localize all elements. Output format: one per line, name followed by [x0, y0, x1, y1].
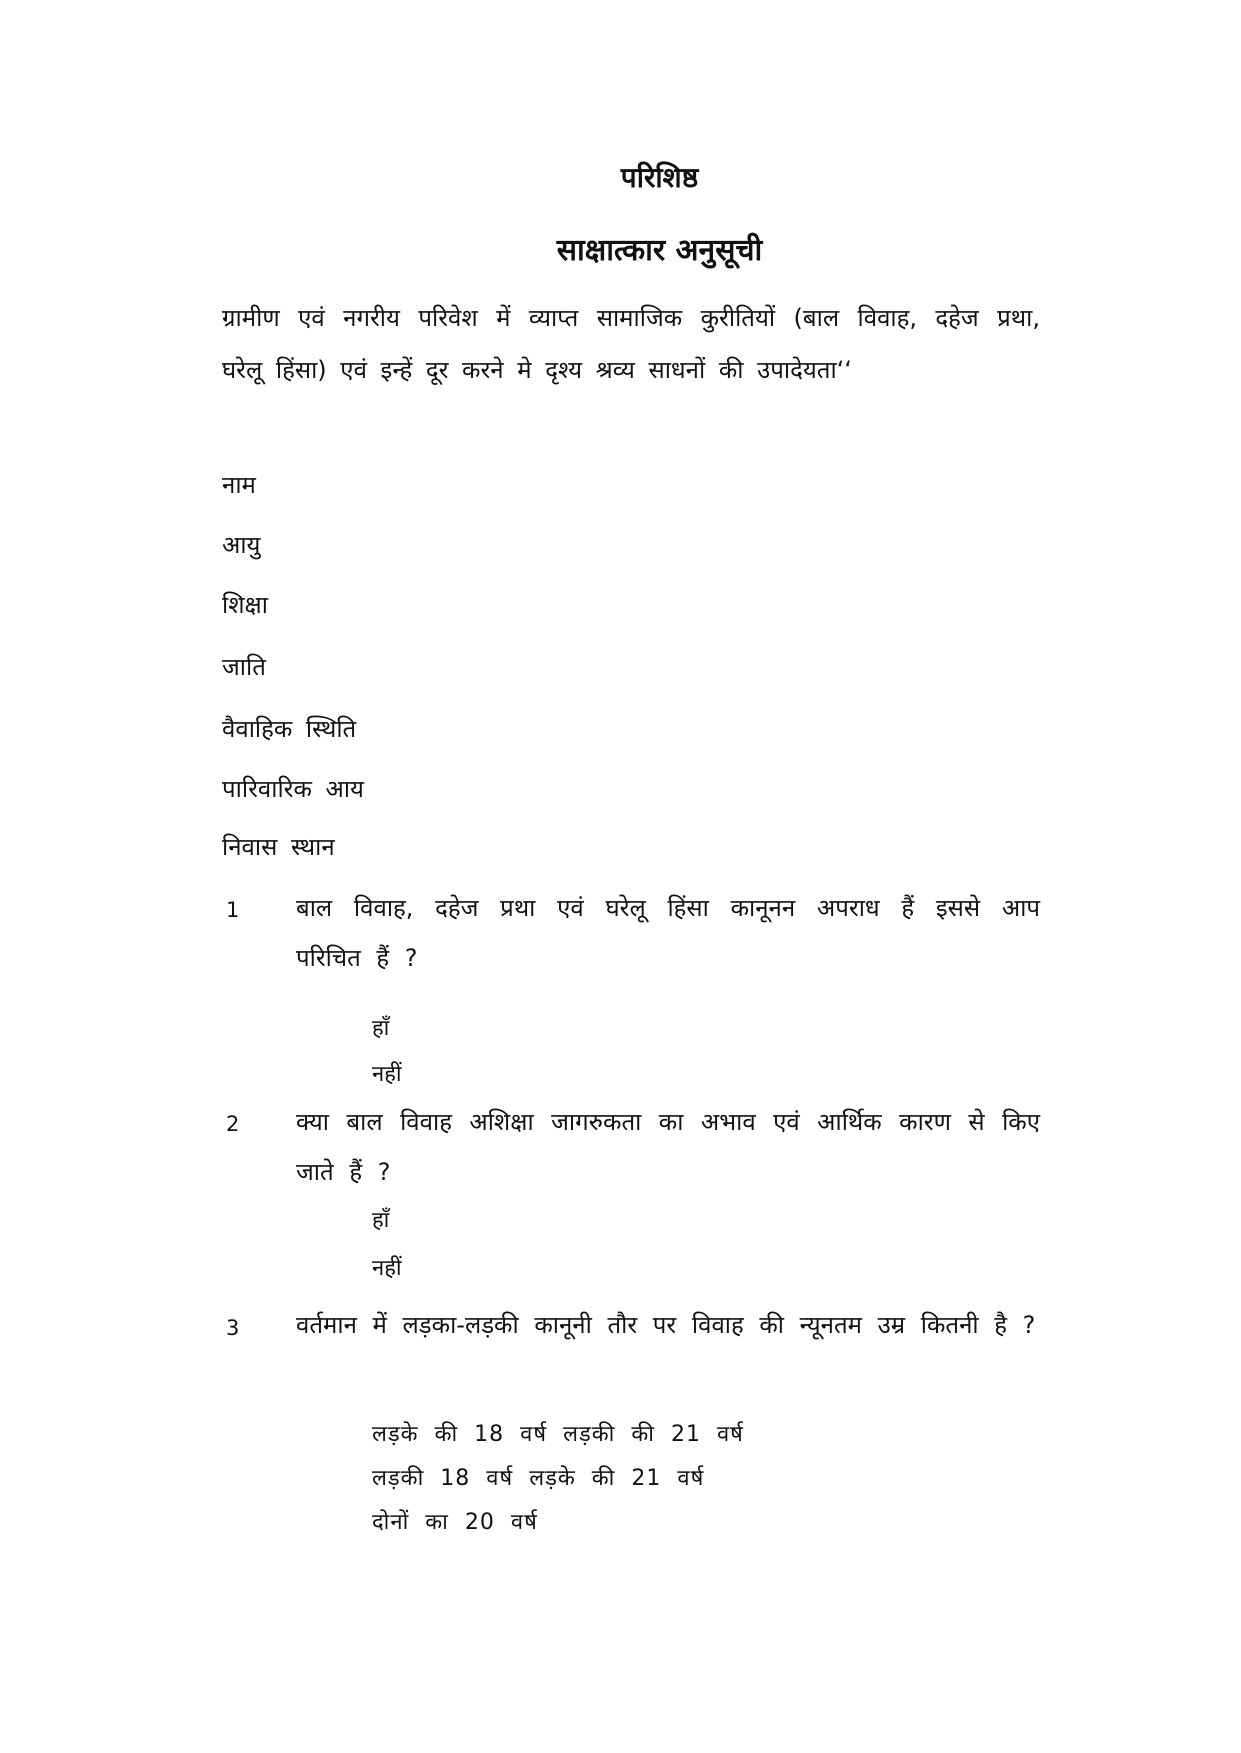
intro-paragraph: ग्रामीण एवं नगरीय परिवेश में व्याप्त सामाजिक कुरीतियों (बाल विवाह, दहेज प्रथा, घरेलू हिंसा) एवं इन्हें दूर करने मे दृश्य श्रव्य साधनों की उपादेयता‘‘: [222, 304, 1040, 384]
field-residence: निवास स्थान: [222, 833, 335, 861]
field-name: नाम: [222, 471, 256, 499]
field-education: शिक्षा: [222, 591, 268, 619]
question-number: 3: [226, 1316, 240, 1340]
question-text: क्या बाल विवाह अशिक्षा जागरुकता का अभाव एवं आर्थिक कारण से किए जाते हैं ?: [296, 1108, 1040, 1186]
field-age: आयु: [222, 531, 261, 559]
question-number: 1: [226, 898, 240, 922]
answer-option: लड़के की 18 वर्ष लड़की की 21 वर्ष: [372, 1422, 744, 1447]
question-text: बाल विवाह, दहेज प्रथा एवं घरेलू हिंसा कानूनन अपराध हैं इससे आप परिचित हैं ?: [296, 894, 1040, 972]
question-text: वर्तमान में लड़का-लड़की कानूनी तौर पर विवाह की न्यूनतम उम्र कितनी है ?: [296, 1311, 1036, 1339]
field-caste: जाति: [222, 653, 266, 681]
question-number: 2: [226, 1112, 240, 1136]
appendix-heading: परिशिष्ठ: [620, 161, 699, 194]
option-no: नहीं: [372, 1256, 402, 1281]
answer-option: दोनों का 20 वर्ष: [372, 1510, 538, 1535]
option-yes: हाँ: [372, 1208, 390, 1233]
option-no: नहीं: [372, 1062, 402, 1087]
field-family-income: पारिवारिक आय: [222, 775, 364, 803]
answer-option: लड़की 18 वर्ष लड़के की 21 वर्ष: [372, 1466, 705, 1491]
field-marital-status: वैवाहिक स्थिति: [222, 715, 357, 743]
schedule-heading: साक्षात्कार अनुसूची: [556, 233, 763, 268]
option-yes: हाँ: [372, 1016, 390, 1041]
